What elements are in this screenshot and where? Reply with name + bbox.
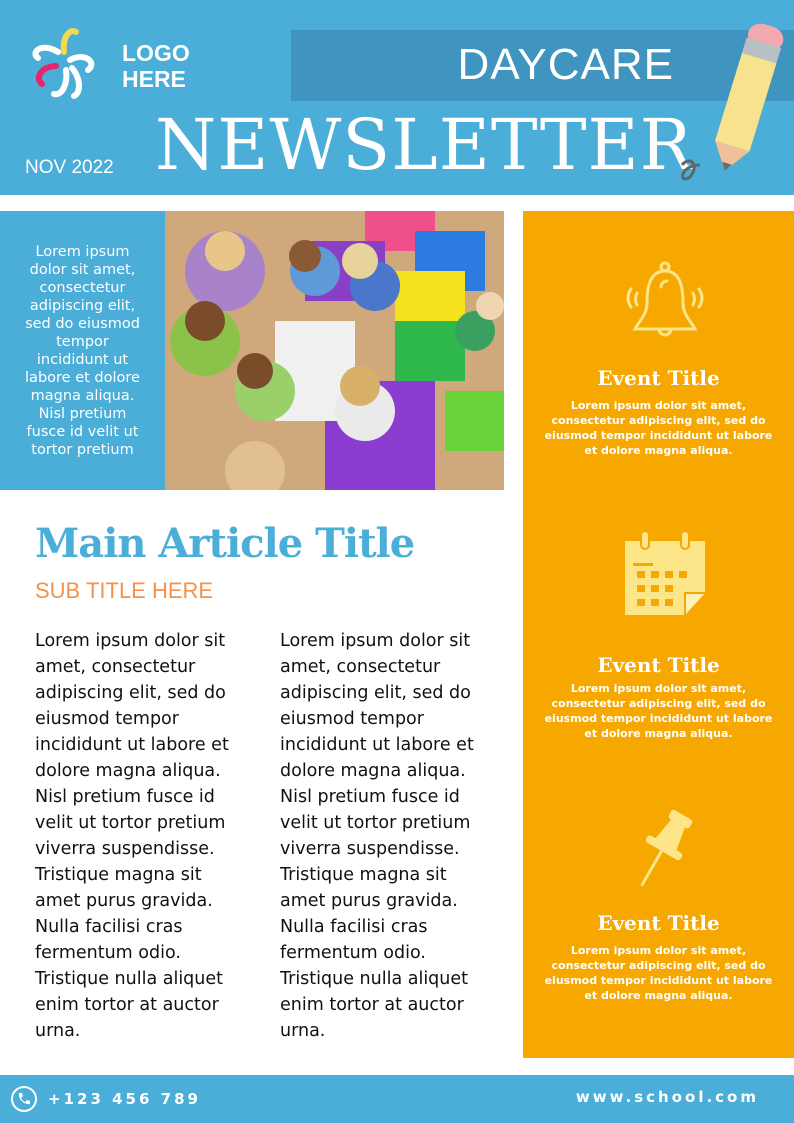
newsletter-heading: NEWSLETTER (155, 104, 694, 186)
phone-number[interactable]: +123 456 789 (48, 1090, 201, 1108)
daycare-heading: DAYCARE (457, 40, 674, 89)
event-text: Lorem ipsum dolor sit amet, consectetur adipiscing elit, sed do eiusmod tempor incididunt ut labore et dolore magna aliqua. (544, 399, 773, 457)
article-column-1: Lorem ipsum dolor sit amet, consectetur adipiscing elit, sed do eiusmod tempor incididunt ut labore et dolore magna aliqua. Nisl pretium fusce id velit ut tortor pretium viverra suspendisse. Tristique magna sit amet purus gravida. Nulla facilisi cras fermentum odio. Tristique nulla aliquet enim tortor at auctor urna. (35, 631, 229, 1041)
event-title: Event Title (597, 911, 720, 935)
event-title: Event Title (597, 653, 720, 677)
logo-line2: HERE (122, 66, 186, 92)
event-text: Lorem ipsum dolor sit amet, consectetur adipiscing elit, sed do eiusmod tempor incididunt ut labore et dolore magna aliqua. (544, 944, 773, 1002)
pushpin-icon (635, 806, 695, 896)
intro-text: Lorem ipsum dolor sit amet, consectetur adipiscing elit, sed do eiusmod tempor incididunt ut labore et dolore magna aliqua. Nisl pretium fusce id velit ut tortor pretium (25, 244, 140, 458)
event-3 (523, 911, 794, 1003)
main-article-title: Main Article Title (35, 520, 415, 567)
article-column-2: Lorem ipsum dolor sit amet, consectetur adipiscing elit, sed do eiusmod tempor incididunt ut labore et dolore magna aliqua. Nisl pretium fusce id velit ut tortor pretium viverra suspendisse. Tristique magna sit amet purus gravida. Nulla facilisi cras fermentum odio. Tristique nulla aliquet enim tortor at auctor urna. (280, 631, 474, 1041)
article-subtitle: SUB TITLE HERE (35, 578, 214, 603)
issue-date: NOV 2022 (25, 157, 114, 178)
bell-icon (623, 259, 707, 339)
event-title: Event Title (597, 366, 720, 390)
event-text: Lorem ipsum dolor sit amet, consectetur adipiscing elit, sed do eiusmod tempor incididunt ut labore et dolore magna aliqua. (544, 682, 773, 740)
event-1 (523, 366, 794, 458)
event-2 (523, 653, 794, 741)
pencil-icon (670, 15, 790, 185)
phone-icon (10, 1085, 38, 1113)
logo-icon (22, 22, 104, 102)
intro-box (0, 211, 165, 490)
calendar-icon (621, 527, 711, 619)
logo-line1: LOGO (122, 40, 190, 66)
logo-text (122, 40, 190, 92)
events-sidebar (523, 211, 794, 1058)
website-link[interactable]: www.school.com (575, 1088, 759, 1106)
children-photo (165, 211, 504, 490)
